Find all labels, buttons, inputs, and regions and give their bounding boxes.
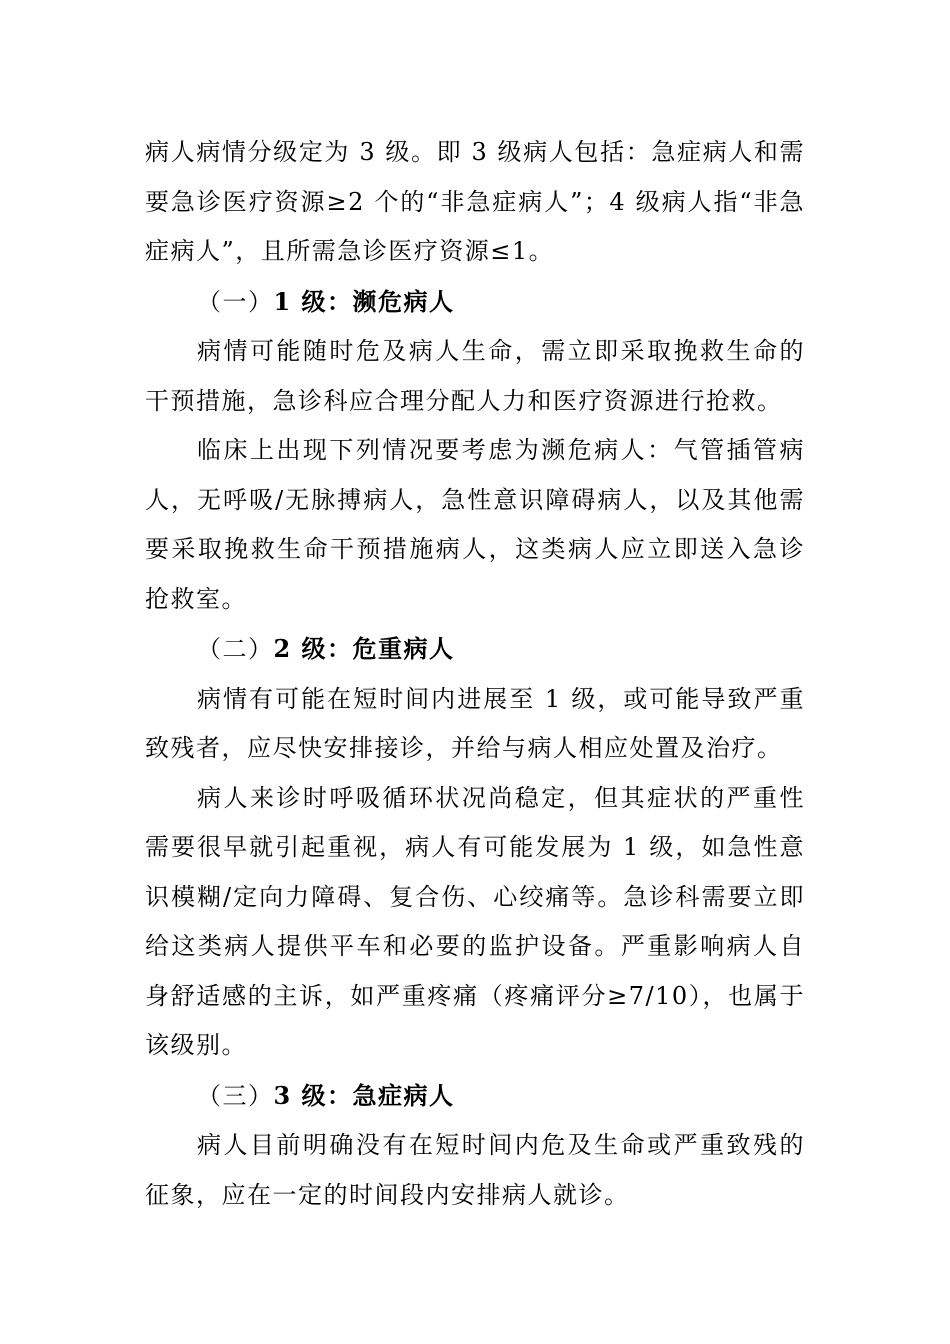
paragraph-level-2-definition: 病情有可能在短时间内进展至 1 级，或可能导致严重致残者，应尽快安排接诊，并给与病人相应处置及治疗。 — [145, 684, 805, 762]
heading-level-1 — [145, 277, 805, 328]
paragraph-grading-summary: 病人病情分级定为 3 级。即 3 级病人包括：急症病人和需要急诊医疗资源≥2 个的“非急症病人”；4 级病人指“非急症病人”，且所需急诊医疗资源≤1。 — [145, 138, 805, 265]
heading-level-3-number: （三） — [197, 1081, 274, 1110]
heading-level-2 — [145, 624, 805, 675]
heading-level-2-title: 2 级：危重病人 — [273, 634, 455, 663]
document-page — [145, 128, 805, 1220]
heading-level-2-number: （二） — [197, 635, 274, 663]
heading-level-1-number: （一） — [197, 287, 274, 316]
paragraph-level-1-criteria: 临床上出现下列情况要考虑为濒危病人：气管插管病人，无呼吸/无脉搏病人，急性意识障碍病人，以及其他需要采取挽救生命干预措施病人，这类病人应立即送入急诊抢救室。 — [145, 436, 805, 613]
heading-level-1-title: 1 级：濒危病人 — [273, 286, 455, 316]
paragraph-level-2-criteria: 病人来诊时呼吸循环状况尚稳定，但其症状的严重性需要很早就引起重视，病人有可能发展为 1 级，如急性意识模糊/定向力障碍、复合伤、心绞痛等。急诊科需要立即给这类病人提供平车和必要的监护设备。严重影响病人自身舒适感的主诉，如严重疼痛（疼痛评分≥7/10），也属于该级别。 — [145, 783, 805, 1059]
heading-level-3-title: 3 级：急症病人 — [273, 1080, 455, 1110]
heading-level-3 — [145, 1071, 805, 1122]
paragraph-level-3-definition: 病人目前明确没有在短时间内危及生命或严重致残的征象，应在一定的时间段内安排病人就诊。 — [145, 1131, 805, 1209]
paragraph-level-1-definition: 病情可能随时危及病人生命，需立即采取挽救生命的干预措施，急诊科应合理分配人力和医疗资源进行抢救。 — [145, 337, 805, 415]
